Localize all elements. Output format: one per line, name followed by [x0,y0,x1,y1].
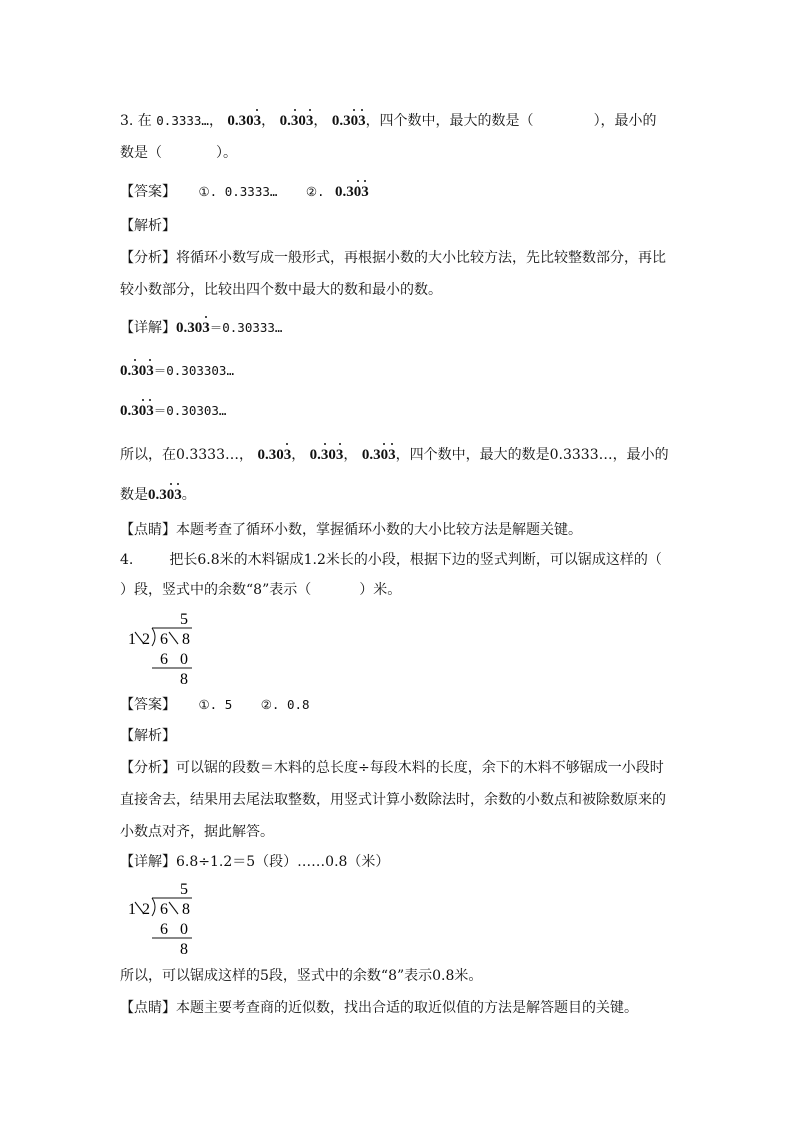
repeating-decimal-0.303-b: 0.303 [279,113,314,129]
q4-fenxi-3: 小数点对齐，据此解答。 [120,824,274,840]
quotient: 5 [180,881,188,898]
q3-conclusion-1: 所以，在0.3333…， 0.303， 0.303， 0.303，四个数中，最大的数是0.3333…，最小的 [120,447,669,463]
q3-question-line-2: 数是（ ）。 [120,145,237,161]
long-division-svg [126,608,206,688]
product-digit-2: 0 [180,921,188,938]
q3-detail-eq2: 0.303＝0.303303… [120,363,234,379]
divisor-digit-1: 1 [128,901,136,918]
q4-dianjing: 【点睛】本题主要考查商的近似数，找出合适的取近似值的方法是解答题目的关键。 [120,1000,638,1016]
q3-conclusion-2: 数是0.303。 [120,487,196,503]
q3-detail-eq3: 0.303＝0.30303… [120,403,227,419]
q3-dianjing: 【点睛】本题考查了循环小数，掌握循环小数的大小比较方法是解题关键。 [120,522,582,538]
q4-conclusion: 所以，可以锯成这样的5段，竖式中的余数“8”表示0.8米。 [120,968,483,984]
dividend-decimal-shift-mark [169,632,178,644]
dividend-digit-1: 6 [160,631,168,648]
q4-question-line-1: 4. 把长6.8米的木料锯成1.2米长的小段，根据下边的竖式判断，可以锯成这样的（ [120,552,662,568]
q4-answer: 【答案】 ①. 5 ②. 0.8 [120,697,310,713]
q4-question-line-2: ）段，竖式中的余数“8”表示（ ）米。 [120,582,402,598]
q3-detail-eq1: 【详解】0.303＝0.30333… [120,320,283,336]
product-digit-1: 6 [160,921,168,938]
product-digit-2: 0 [180,651,188,668]
q4-detail: 【详解】6.8÷1.2＝5（段）……0.8（米） [120,854,390,870]
division-bracket [152,898,155,916]
repeating-decimal-answer: 0.303 [335,184,369,200]
long-division-figure [126,608,206,688]
long-division-svg-2 [126,878,206,958]
divisor-digit-2: 2 [142,631,150,648]
dividend-digit-2: 8 [182,631,190,648]
product-digit-1: 6 [160,651,168,668]
remainder: 8 [180,671,188,688]
long-division-figure-2 [126,878,206,958]
division-bracket [152,628,155,646]
q3-fenxi-1: 【分析】将循环小数写成一般形式，再根据小数的大小比较方法，先比较整数部分，再比 [120,250,666,266]
dividend-digit-2: 8 [182,901,190,918]
remainder: 8 [180,941,188,958]
divisor-digit-1: 1 [128,631,136,648]
q4-fenxi-1: 【分析】可以锯的段数＝木料的总长度÷每段木料的长度，余下的木料不够锯成一小段时 [120,760,664,776]
q4-analysis-label: 【解析】 [120,728,176,744]
q3-analysis-label: 【解析】 [120,218,176,234]
q3-fenxi-2: 较小数部分，比较出四个数中最大的数和最小的数。 [120,282,442,298]
q4-fenxi-2: 直接舍去，结果用去尾法取整数，用竖式计算小数除法时，余数的小数点和被除数原来的 [120,792,666,808]
dividend-digit-1: 6 [160,901,168,918]
repeating-decimal-0.303: 0.303 [227,113,262,129]
divisor-digit-2: 2 [142,901,150,918]
q3-answer: 【答案】 ①. 0.3333… ②. 0.303 [120,184,369,200]
dividend-decimal-shift-mark [169,902,178,914]
repeating-decimal-0.303-c: 0.303 [331,113,366,129]
q3-question-line-1: 3. 在 0.3333…， 0.303， 0.303， 0.303，四个数中，最大的数是（ ），最小的 [120,113,657,129]
quotient: 5 [180,611,188,628]
